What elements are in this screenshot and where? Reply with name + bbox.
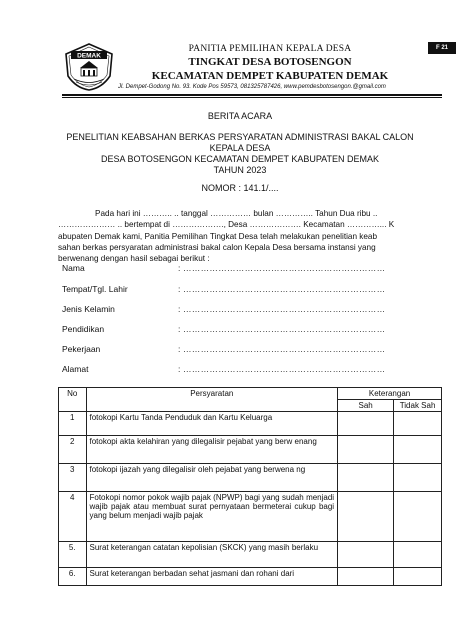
tidak-sah-cell[interactable] [394, 492, 442, 542]
district-regency: KECAMATAN DEMPET KABUPATEN DEMAK [151, 70, 389, 82]
field-alamat[interactable] [62, 364, 442, 376]
table-row [59, 568, 442, 586]
committee-name: PANITIA PEMILIHAN KEPALA DESA [188, 44, 352, 54]
field-label: Tempat/Tgl. Lahir [62, 284, 128, 294]
requirement-text: fotokopi Kartu Tanda Penduduk dan Kartu Keluarga [86, 412, 338, 436]
table-row [59, 542, 442, 568]
field-colon: : [178, 324, 181, 334]
field-blank[interactable]: …………………………………………………………… [183, 263, 386, 273]
opening-paragraph-line: Pada hari ini ……….. .. tanggal …………… bulan ………….. Tahun Dua ribu .. [95, 209, 378, 218]
form-code-badge: F 21 [428, 42, 456, 54]
sah-cell[interactable] [338, 436, 394, 464]
svg-text:DEMAK: DEMAK [77, 52, 101, 60]
sah-cell[interactable] [338, 492, 394, 542]
requirement-text: Surat keterangan berbadan sehat jasmani dan rohani dari [86, 568, 338, 586]
row-number: 4 [59, 492, 87, 542]
requirements-table [58, 387, 442, 586]
table-row [59, 436, 442, 464]
document-title-year: TAHUN 2023 [213, 165, 267, 175]
letterhead-divider-thick [62, 94, 442, 96]
field-nama[interactable] [62, 263, 442, 275]
opening-paragraph-line: sahan berkas persyaratan administrasi bakal calon Kepala Desa bersama instansi yang [58, 243, 376, 252]
document-number: NOMOR : 141.1/.... [201, 183, 279, 193]
sah-cell[interactable] [338, 568, 394, 586]
tidak-sah-cell[interactable] [394, 436, 442, 464]
requirement-text: fotokopi akta kelahiran yang dilegalisir pejabat yang berw enang [86, 436, 338, 464]
field-colon: : [178, 263, 181, 273]
header-sah: Sah [338, 400, 394, 412]
field-label: Nama [62, 263, 85, 273]
letterhead-divider-thin [62, 97, 442, 98]
field-pekerjaan[interactable] [62, 344, 442, 356]
field-blank[interactable]: …………………………………………………………… [183, 304, 386, 314]
header-keterangan: Keterangan [338, 388, 442, 400]
field-colon: : [178, 284, 181, 294]
tidak-sah-cell[interactable] [394, 542, 442, 568]
document-title-line-3: DESA BOTOSENGON KECAMATAN DEMPET KABUPATEN DEMAK [100, 154, 380, 164]
table-row [59, 464, 442, 492]
field-label: Pekerjaan [62, 344, 101, 354]
field-pendidikan[interactable] [62, 324, 442, 336]
table-row [59, 492, 442, 542]
header-no: No [59, 388, 87, 412]
village-level: TINGKAT DESA BOTOSENGON [188, 56, 352, 68]
tidak-sah-cell[interactable] [394, 464, 442, 492]
tidak-sah-cell[interactable] [394, 412, 442, 436]
document-title-line-2: KEPALA DESA [209, 143, 271, 153]
requirement-text: Fotokopi nomor pokok wajib pajak (NPWP) bagi yang sudah menjadi wajib pajak atau membuat surat pernyataan bermeterai cukup bagi yang belum menjadi wajib pajak [86, 492, 338, 542]
letterhead-address: Jl. Dempet-Godong No. 93. Kode Pos 59573, 081325787426, www.pemdesbotosengon.@gmail.com [118, 84, 386, 90]
demak-regency-logo [62, 42, 116, 92]
field-label: Alamat [62, 364, 89, 374]
field-blank[interactable]: …………………………………………………………… [183, 324, 386, 334]
header-tidak-sah: Tidak Sah [394, 400, 442, 412]
field-colon: : [178, 344, 181, 354]
row-number: 5. [59, 542, 87, 568]
field-jenis-kelamin[interactable] [62, 304, 442, 316]
opening-paragraph-line: berwenang dengan hasil sebagai berikut : [58, 254, 210, 263]
table-row [59, 412, 442, 436]
field-colon: : [178, 364, 181, 374]
table-header-row [59, 388, 442, 400]
header-persyaratan: Persyaratan [86, 388, 338, 412]
tidak-sah-cell[interactable] [394, 568, 442, 586]
row-number: 6. [59, 568, 87, 586]
requirement-text: Surat keterangan catatan kepolisian (SKCK) yang masih berlaku [86, 542, 338, 568]
opening-paragraph-line: abupaten Demak kami, Panitia Pemilihan Tingkat Desa telah melakukan penelitian keab [58, 232, 378, 241]
requirement-text: fotokopi ijazah yang dilegalisir oleh pejabat yang berwena ng [86, 464, 338, 492]
field-colon: : [178, 304, 181, 314]
sah-cell[interactable] [338, 542, 394, 568]
field-label: Pendidikan [62, 324, 105, 334]
row-number: 2 [59, 436, 87, 464]
row-number: 1 [59, 412, 87, 436]
row-number: 3 [59, 464, 87, 492]
field-blank[interactable]: …………………………………………………………… [183, 364, 386, 374]
field-tempat-tgl-lahir[interactable] [62, 284, 442, 296]
opening-paragraph-line: ………………… .. bertempat di ………………., Desa ………………. Kecamatan …………... K [58, 220, 395, 229]
sah-cell[interactable] [338, 464, 394, 492]
field-blank[interactable]: …………………………………………………………… [183, 344, 386, 354]
sah-cell[interactable] [338, 412, 394, 436]
document-type: BERITA ACARA [207, 111, 273, 121]
document-title-line-1: PENELITIAN KEABSAHAN BERKAS PERSYARATAN ADMINISTRASI BAKAL CALON [66, 132, 414, 142]
field-label: Jenis Kelamin [62, 304, 115, 314]
field-blank[interactable]: …………………………………………………………… [183, 284, 386, 294]
